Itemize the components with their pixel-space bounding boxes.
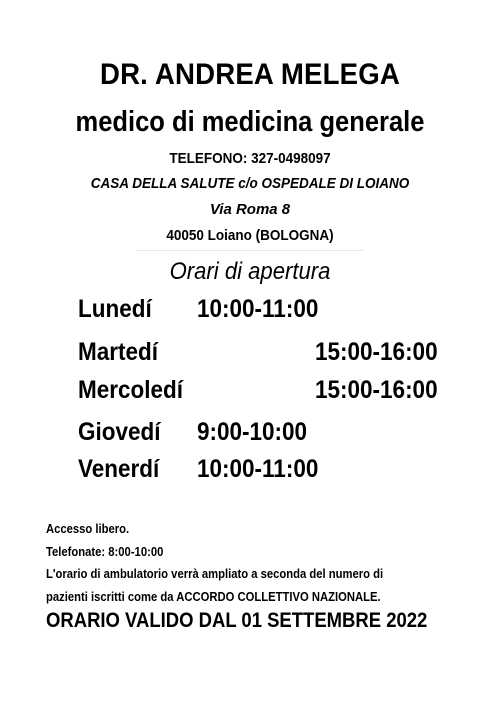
clinic-location: CASA DELLA SALUTE c/o OSPEDALE DI LOIANO — [90, 175, 410, 192]
doctor-role: medico di medicina generale — [75, 106, 425, 138]
doctor-name: DR. ANDREA MELEGA — [99, 58, 401, 91]
phone-number: TELEFONO: 327-0498097 — [169, 150, 331, 167]
day-label-friday: Venerdí — [78, 455, 160, 483]
divider — [136, 250, 364, 251]
note-agreement: pazienti iscritti come da ACCORDO COLLETTIVO NAZIONALE. — [46, 589, 381, 604]
note-phone-hours: Telefonate: 8:00-10:00 — [46, 544, 164, 559]
city-address: 40050 Loiano (BOLOGNA) — [166, 227, 334, 244]
hours-monday: 10:00-11:00 — [197, 295, 319, 323]
day-label-thursday: Giovedí — [78, 418, 161, 446]
note-free-access: Accesso libero. — [46, 522, 130, 536]
day-label-wednesday: Mercoledí — [78, 376, 184, 404]
note-hours-extension: L'orario di ambulatorio verrà ampliato a seconda del numero di — [46, 567, 384, 581]
hours-thursday: 9:00-10:00 — [197, 418, 308, 446]
street-address: Via Roma 8 — [209, 201, 291, 218]
notes-block — [46, 518, 421, 608]
hours-wednesday: 15:00-16:00 — [315, 376, 438, 404]
validity-statement: ORARIO VALIDO DAL 01 SETTEMBRE 2022 — [46, 609, 428, 632]
hours-friday: 10:00-11:00 — [197, 455, 319, 483]
opening-hours-title: Orari di apertura — [169, 258, 331, 285]
hours-tuesday: 15:00-16:00 — [315, 338, 438, 366]
day-label-monday: Lunedí — [78, 295, 152, 323]
day-label-tuesday: Martedí — [78, 338, 159, 366]
